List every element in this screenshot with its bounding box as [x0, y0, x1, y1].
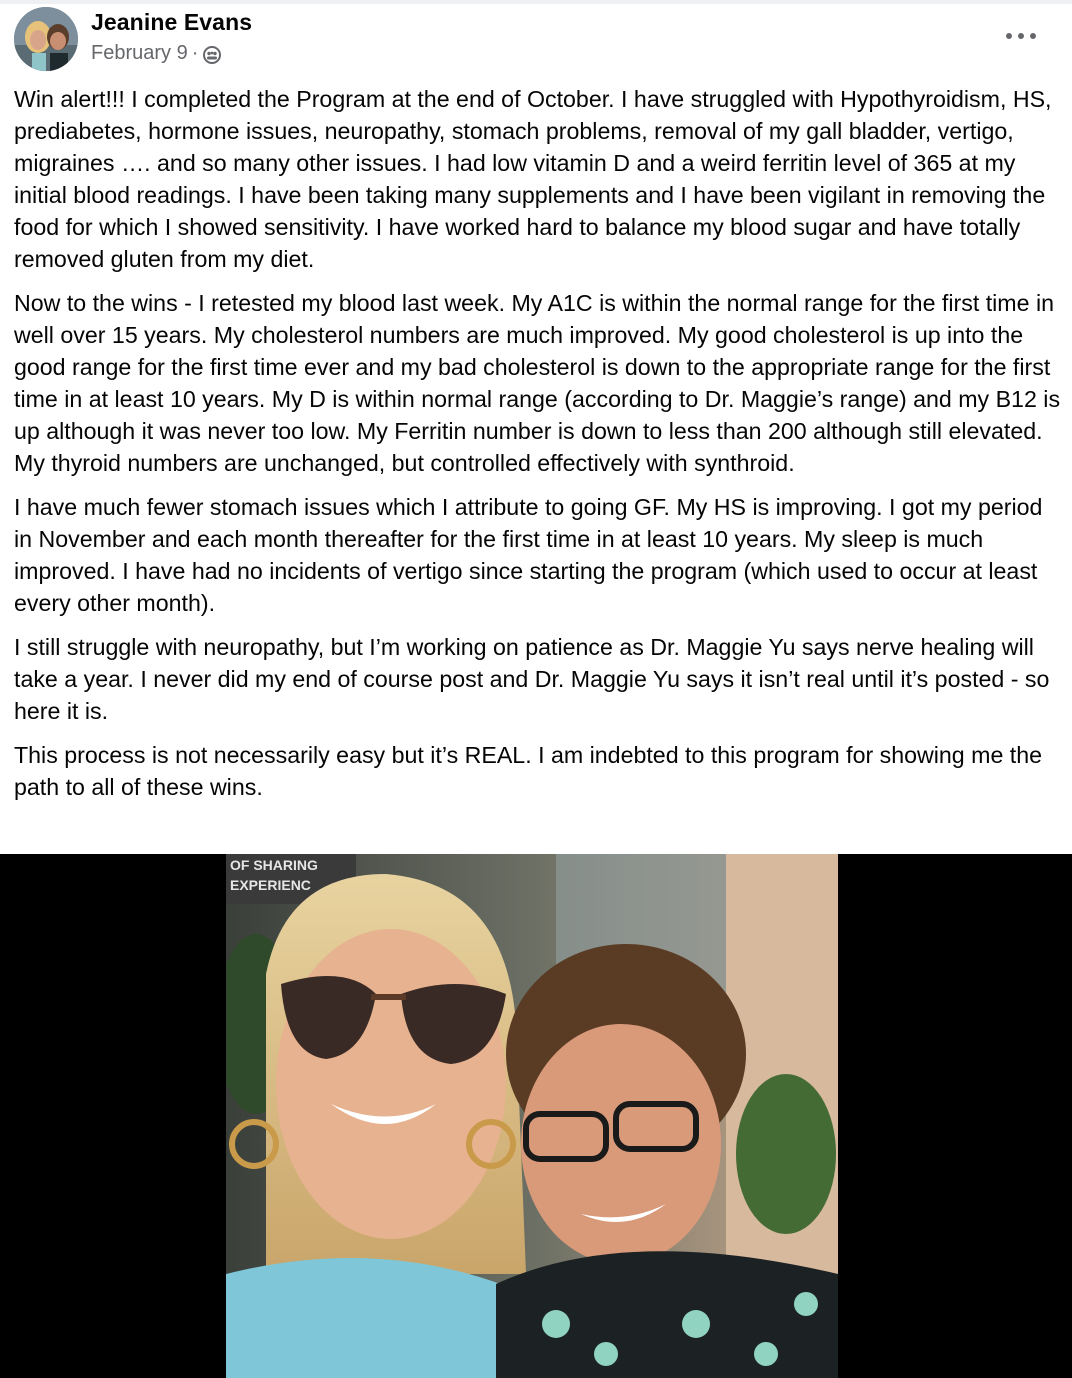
avatar-photo [14, 7, 78, 71]
post-paragraph: I still struggle with neuropathy, but I’m working on patience as Dr. Maggie Yu says nerve healing will take a year. I never did my end of course post and Dr. Maggie Yu says it isn’t real until it’s posted - so here it is. [14, 634, 1050, 724]
post-paragraph: Now to the wins - I retested my blood last week. My A1C is within the normal range for the first time in well over 15 years. My cholesterol numbers are much improved. My good cholesterol is up into the good range for the first time ever and my bad cholesterol is down to the appropriate range for the first time in at least 10 years. My D is within normal range (according to Dr. Maggie’s range) and my B12 is up although it was never too low. My Ferritin number is down to less than 200 although still elevated. My thyroid numbers are unchanged, but controlled effectively with synthroid. [14, 290, 1061, 476]
post-photo[interactable] [226, 854, 838, 1378]
post-text [14, 83, 1064, 815]
group-icon[interactable] [202, 45, 222, 65]
more-dot [1018, 33, 1024, 39]
post-date[interactable]: February 9 [91, 42, 188, 64]
photo-container[interactable] [0, 854, 1072, 1378]
post-header [0, 0, 1072, 80]
author-name[interactable]: Jeanine Evans [91, 9, 253, 35]
post-paragraph: Win alert!!! I completed the Program at the end of October. I have struggled with Hypothyroidism, HS, prediabetes, hormone issues, neuropathy, stomach problems, removal of my gall bladder, vertigo, migraines …. and so many other issues. I had low vitamin D and a weird ferritin level of 365 at my initial blood readings. I have been taking many supplements and I have been vigilant in removing the food for which I showed sensitivity. I have worked hard to balance my blood sugar and have totally removed gluten from my diet. [14, 86, 1052, 272]
post-meta [91, 42, 222, 65]
more-options-icon[interactable] [1006, 26, 1036, 46]
more-dot [1006, 33, 1012, 39]
photo-sign-text: OF SHARING [230, 857, 318, 873]
post-paragraph: I have much fewer stomach issues which I attribute to going GF. My HS is improving. I got my period in November and each month thereafter for the first time in at least 10 years. My sleep is much improved. I have had no incidents of vertigo since starting the program (which used to occur at least every other month). [14, 494, 1043, 616]
post-paragraph: This process is not necessarily easy but it’s REAL. I am indebted to this program for showing me the path to all of these wins. [14, 742, 1043, 800]
svg-text:EXPERIENC: EXPERIENC [230, 877, 311, 893]
author-avatar[interactable] [14, 7, 78, 71]
meta-separator: · [191, 42, 199, 64]
more-dot [1030, 33, 1036, 39]
